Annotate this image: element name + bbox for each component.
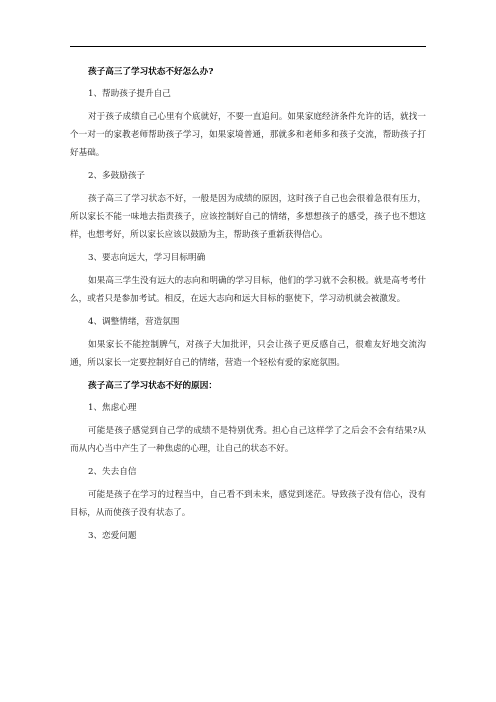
document-subtitle: 孩子高三了学习状态不好的原因： [88, 381, 217, 391]
section-b2 [70, 463, 426, 522]
section-paragraph: 如果家长不能控制脾气，对孩子大加批评，只会让孩子更反感自己，很难友好地交流沟通，所以家长一定要控制好自己的情绪，营造一个轻松有爱的家庭氛围。 [70, 340, 426, 368]
section-a4 [70, 313, 426, 372]
section-heading: 1、帮助孩子提升自己 [88, 89, 171, 99]
section-paragraph: 可能是孩子在学习的过程当中，自己看不到未来，感觉到迷茫。导致孩子没有信心，没有目标，从而使孩子没有状态了。 [70, 490, 426, 518]
section-heading: 2、失去自信 [88, 467, 137, 477]
section-a3 [70, 249, 426, 308]
section-heading: 3、恋爱问题 [88, 531, 137, 541]
document-title: 孩子高三了学习状态不好怎么办? [88, 67, 214, 77]
section-b1 [70, 399, 426, 458]
section-paragraph: 如果高三学生没有远大的志向和明确的学习目标，他们的学习就不会积极。就是高考考什么，或者只是参加考试。相反，在远大志向和远大目标的驱使下，学习动机就会被激发。 [70, 276, 426, 304]
section-paragraph: 可能是孩子感觉到自己学的成绩不是特别优秀。担心自己这样学了之后会不会有结果?从而从内心当中产生了一种焦虑的心理，让自己的状态不好。 [70, 426, 426, 454]
section-heading: 4、调整情绪，营造氛围 [88, 317, 180, 327]
section-a1 [70, 85, 426, 162]
section-heading: 2、多鼓励孩子 [88, 171, 146, 181]
section-heading: 1、焦虑心理 [88, 403, 137, 413]
document-body [70, 63, 426, 550]
section-paragraph: 孩子高三了学习状态不好，一般是因为成绩的原因，这时孩子自己也会很着急很有压力，所以家长不能一味地去指责孩子，应该控制好自己的情绪，多想想孩子的感受，孩子也不想这样，也想考好，所以家长应该以鼓励为主，帮助孩子重新获得信心。 [70, 194, 426, 240]
section-b3 [70, 527, 426, 545]
section-heading: 3、要志向远大，学习目标明确 [88, 253, 206, 263]
header-rule [70, 46, 426, 47]
section-paragraph: 对于孩子成绩自己心里有个底就好，不要一直追问。如果家庭经济条件允许的话，就找一个一对一的家教老师帮助孩子学习，如果家境普通，那就多和老师多和孩子交流，帮助孩子打好基础。 [70, 112, 426, 158]
section-a2 [70, 167, 426, 244]
